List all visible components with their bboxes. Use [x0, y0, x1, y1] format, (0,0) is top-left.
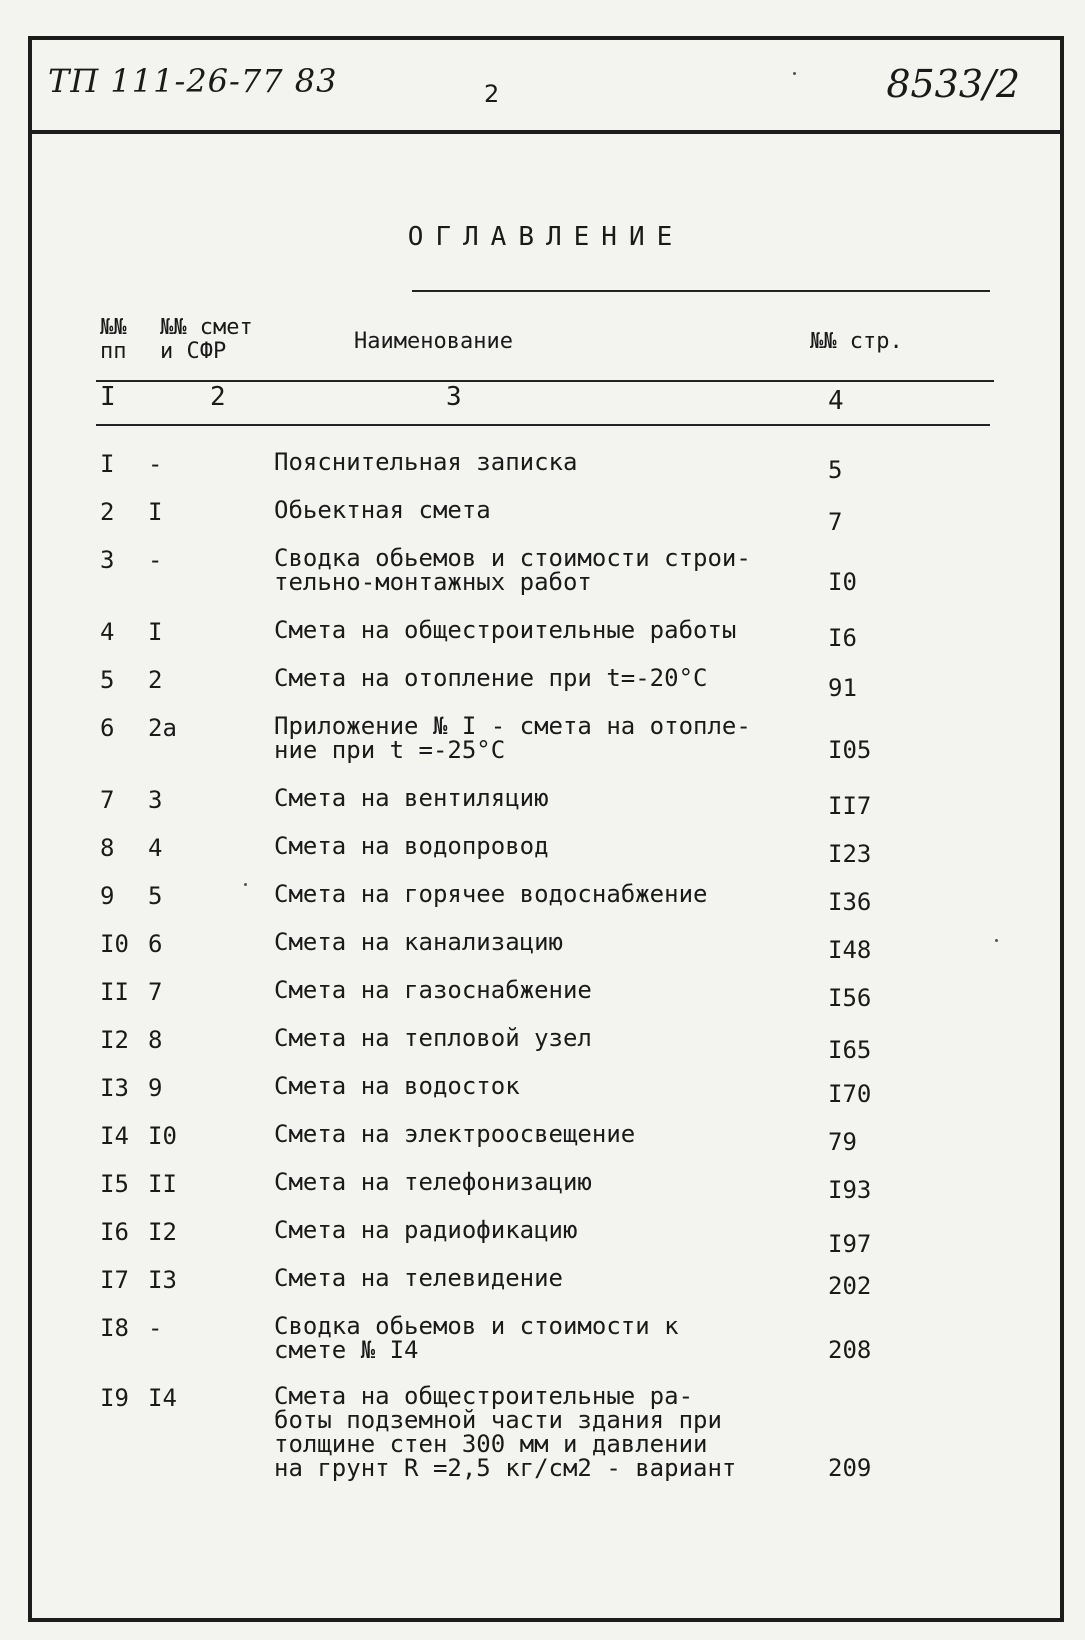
item-name: Смета на телевидение: [274, 1264, 563, 1292]
page-ref: 7: [828, 508, 843, 536]
page-ref: I23: [828, 840, 872, 868]
row-number: I8: [100, 1314, 129, 1342]
estimate-number: I2: [148, 1218, 177, 1246]
estimate-number: I: [148, 618, 163, 646]
estimate-number: -: [148, 546, 163, 574]
item-name: Обьектная смета: [274, 496, 491, 524]
page-ref: 209: [828, 1454, 872, 1482]
estimate-number: 4: [148, 834, 163, 862]
column-header-page: №№ стр.: [810, 329, 903, 354]
row-number: I4: [100, 1122, 129, 1150]
column-header-no: №№ пп: [100, 315, 127, 364]
estimate-number: 2а: [148, 714, 177, 742]
estimate-number: 5: [148, 882, 163, 910]
page-ref: 79: [828, 1128, 857, 1156]
item-name: Приложение № I - смета на отопле- ние при t =-25°С: [274, 712, 751, 764]
item-name: Смета на тепловой узел: [274, 1024, 592, 1052]
row-number: I3: [100, 1074, 129, 1102]
row-number: I6: [100, 1218, 129, 1246]
item-name: Смета на электроосвещение: [274, 1120, 636, 1148]
item-name: Смета на телефонизацию: [274, 1168, 592, 1196]
page-ref: I0: [828, 568, 857, 596]
row-number: 4: [100, 618, 115, 646]
scan-speck: [793, 72, 796, 75]
page-ref: I56: [828, 984, 872, 1012]
column-number-4: 4: [828, 386, 844, 416]
item-name: Смета на газоснабжение: [274, 976, 592, 1004]
page-ref: I93: [828, 1176, 872, 1204]
page-ref: I70: [828, 1080, 872, 1108]
estimate-number: I: [148, 498, 163, 526]
row-number: 8: [100, 834, 115, 862]
row-number: I0: [100, 930, 129, 958]
row-number: I2: [100, 1026, 129, 1054]
scan-speck: [995, 939, 998, 942]
page-ref: II7: [828, 792, 872, 820]
item-name: Смета на водопровод: [274, 832, 549, 860]
estimate-number: 6: [148, 930, 163, 958]
item-name: Смета на водосток: [274, 1072, 520, 1100]
row-number: 6: [100, 714, 115, 742]
column-header-name: Наименование: [354, 329, 513, 354]
item-name: Смета на горячее водоснабжение: [274, 880, 708, 908]
column-number-rule: [96, 424, 990, 426]
estimate-number: 2: [148, 666, 163, 694]
row-number: I: [100, 450, 115, 478]
page-number: 2: [484, 80, 500, 108]
item-name: Смета на канализацию: [274, 928, 563, 956]
item-name: Смета на общестроительные работы: [274, 616, 737, 644]
item-name: Пояснительная записка: [274, 448, 578, 476]
row-number: II: [100, 978, 129, 1006]
header-band: [32, 40, 1060, 134]
estimate-number: 9: [148, 1074, 163, 1102]
title-rule: [412, 290, 990, 292]
row-number: I5: [100, 1170, 129, 1198]
page-ref: 208: [828, 1336, 872, 1364]
item-name: Смета на отопление при t=-20°С: [274, 664, 708, 692]
page-ref: 5: [828, 456, 843, 484]
row-number: 3: [100, 546, 115, 574]
page-ref: I05: [828, 736, 872, 764]
row-number: I9: [100, 1384, 129, 1412]
item-name: Смета на радиофикацию: [274, 1216, 578, 1244]
page-ref: 91: [828, 674, 857, 702]
document-title: ОГЛАВЛЕНИЕ: [407, 222, 685, 252]
page-ref: I36: [828, 888, 872, 916]
page-ref: I65: [828, 1036, 872, 1064]
page-ref: I97: [828, 1230, 872, 1258]
inventory-number: 8533/2: [886, 62, 1020, 106]
page-ref: 202: [828, 1272, 872, 1300]
column-number-1: I: [100, 382, 116, 412]
item-name: Сводка обьемов и стоимости к смете № I4: [274, 1312, 679, 1364]
row-number: 5: [100, 666, 115, 694]
column-number-3: 3: [446, 382, 462, 412]
row-number: 9: [100, 882, 115, 910]
estimate-number: -: [148, 1314, 163, 1342]
page-frame: [28, 36, 1064, 1622]
column-header-estimate: №№ смет и СФР: [160, 315, 253, 364]
estimate-number: 8: [148, 1026, 163, 1054]
estimate-number: I4: [148, 1384, 177, 1412]
page-ref: I6: [828, 624, 857, 652]
estimate-number: 7: [148, 978, 163, 1006]
row-number: 7: [100, 786, 115, 814]
item-name: Смета на общестроительные ра- боты подземной части здания при толщине стен 300 мм и давлении на грунт R =2,5 кг/см2 - вариант: [274, 1382, 737, 1482]
estimate-number: I3: [148, 1266, 177, 1294]
estimate-number: I0: [148, 1122, 177, 1150]
item-name: Смета на вентиляцию: [274, 784, 549, 812]
project-code: ТП 111-26-77 83: [48, 62, 338, 100]
page-ref: I48: [828, 936, 872, 964]
estimate-number: 3: [148, 786, 163, 814]
row-number: 2: [100, 498, 115, 526]
scan-speck: [244, 883, 247, 886]
row-number: I7: [100, 1266, 129, 1294]
estimate-number: II: [148, 1170, 177, 1198]
item-name: Сводка обьемов и стоимости строи- тельно-монтажных работ: [274, 544, 751, 596]
estimate-number: -: [148, 450, 163, 478]
column-number-2: 2: [210, 382, 226, 412]
header-rule: [96, 380, 994, 382]
